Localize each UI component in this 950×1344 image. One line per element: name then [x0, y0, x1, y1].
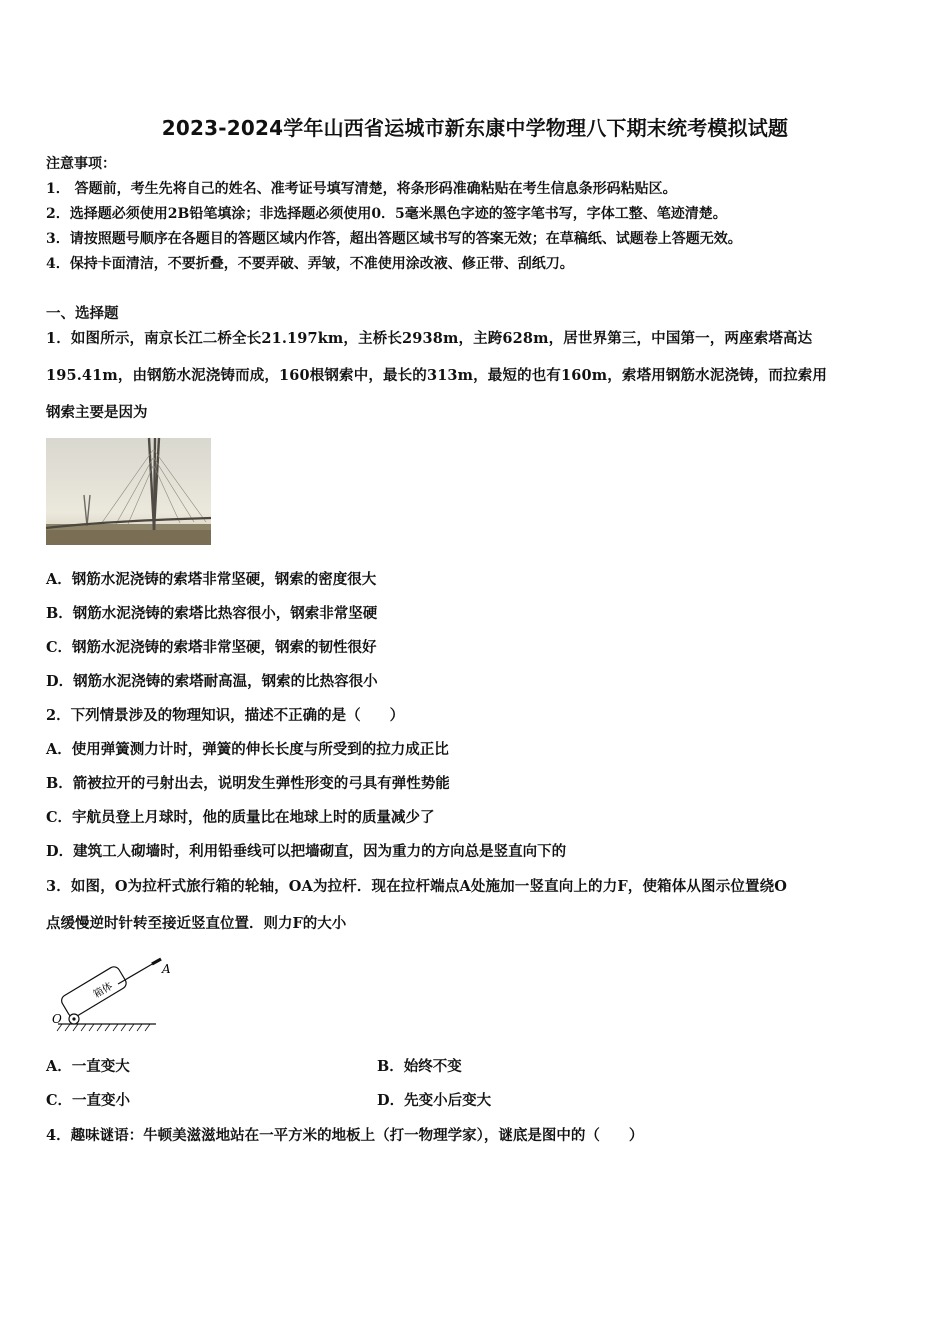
q2-option-d: D．建筑工人砌墙时，利用铅垂线可以把墙砌直，因为重力的方向总是竖直向下的: [46, 843, 567, 860]
notice-item-4: 4．保持卡面清洁，不要折叠，不要弄破、弄皱，不准使用涂改液、修正带、刮纸刀。: [46, 256, 574, 272]
q2-stem: 2．下列情景涉及的物理知识，描述不正确的是（ ）: [46, 707, 405, 724]
q3-stem-line-1: 3．如图，O为拉杆式旅行箱的轮轴，OA为拉杆．现在拉杆端点A处施加一竖直向上的力F，使箱体从图示位置绕O: [46, 878, 788, 895]
notice-item-2: 2．选择题必须使用2B铅笔填涂；非选择题必须使用0．5毫米黑色字迹的签字笔书写，字体工整、笔迹清楚。: [46, 206, 727, 222]
q1-option-a: A．钢筋水泥浇铸的索塔非常坚硬，钢索的密度很大: [46, 571, 377, 588]
q3-stem-line-2: 点缓慢逆时针转至接近竖直位置．则力F的大小: [46, 915, 347, 932]
q1-stem-line-1: 1．如图所示，南京长江二桥全长21.197km，主桥长2938m，主跨628m，居世界第三，中国第一，两座索塔高达: [46, 330, 813, 347]
q3-option-d: D．先变小后变大: [377, 1092, 492, 1109]
notice-item-1: 1． 答题前，考生先将自己的姓名、准考证号填写清楚，将条形码准确粘贴在考生信息条形码粘贴区。: [46, 181, 677, 197]
q4-stem: 4．趣味谜语：牛顿美滋滋地站在一平方米的地板上（打一物理学家），谜底是图中的（ ）: [46, 1127, 644, 1144]
section-heading: 一、选择题: [46, 305, 119, 322]
q2-option-c: C．宇航员登上月球时，他的质量比在地球上时的质量减少了: [46, 809, 435, 826]
notice-heading: 注意事项：: [46, 156, 116, 172]
q3-option-a: A．一直变大: [46, 1058, 130, 1075]
point-a-label: A: [162, 962, 171, 976]
q1-option-b: B．钢筋水泥浇铸的索塔比热容很小，钢索非常坚硬: [46, 605, 378, 622]
q1-option-d: D．钢筋水泥浇铸的索塔耐高温，钢索的比热容很小: [46, 673, 378, 690]
suitcase-label: 箱体: [91, 980, 115, 1001]
q3-option-b: B．始终不变: [377, 1058, 462, 1075]
page-title: 2023-2024学年山西省运城市新东康中学物理八下期末统考模拟试题: [161, 116, 789, 140]
q2-option-a: A．使用弹簧测力计时，弹簧的伸长长度与所受到的拉力成正比: [46, 741, 449, 758]
point-o-label: O: [52, 1012, 62, 1026]
q1-stem-line-3: 钢索主要是因为: [46, 404, 148, 421]
q1-option-c: C．钢筋水泥浇铸的索塔非常坚硬，钢索的韧性很好: [46, 639, 377, 656]
suitcase-diagram: [46, 946, 171, 1034]
notice-item-3: 3．请按照题号顺序在各题目的答题区域内作答，超出答题区域书写的答案无效；在草稿纸、试题卷上答题无效。: [46, 231, 742, 247]
bridge-photo: [46, 438, 211, 545]
q2-option-b: B．箭被拉开的弓射出去，说明发生弹性形变的弓具有弹性势能: [46, 775, 450, 792]
q3-option-c: C．一直变小: [46, 1092, 131, 1109]
q1-stem-line-2: 195.41m，由钢筋水泥浇铸而成，160根钢索中，最长的313m，最短的也有160m，索塔用钢筋水泥浇铸，而拉索用: [46, 367, 828, 384]
